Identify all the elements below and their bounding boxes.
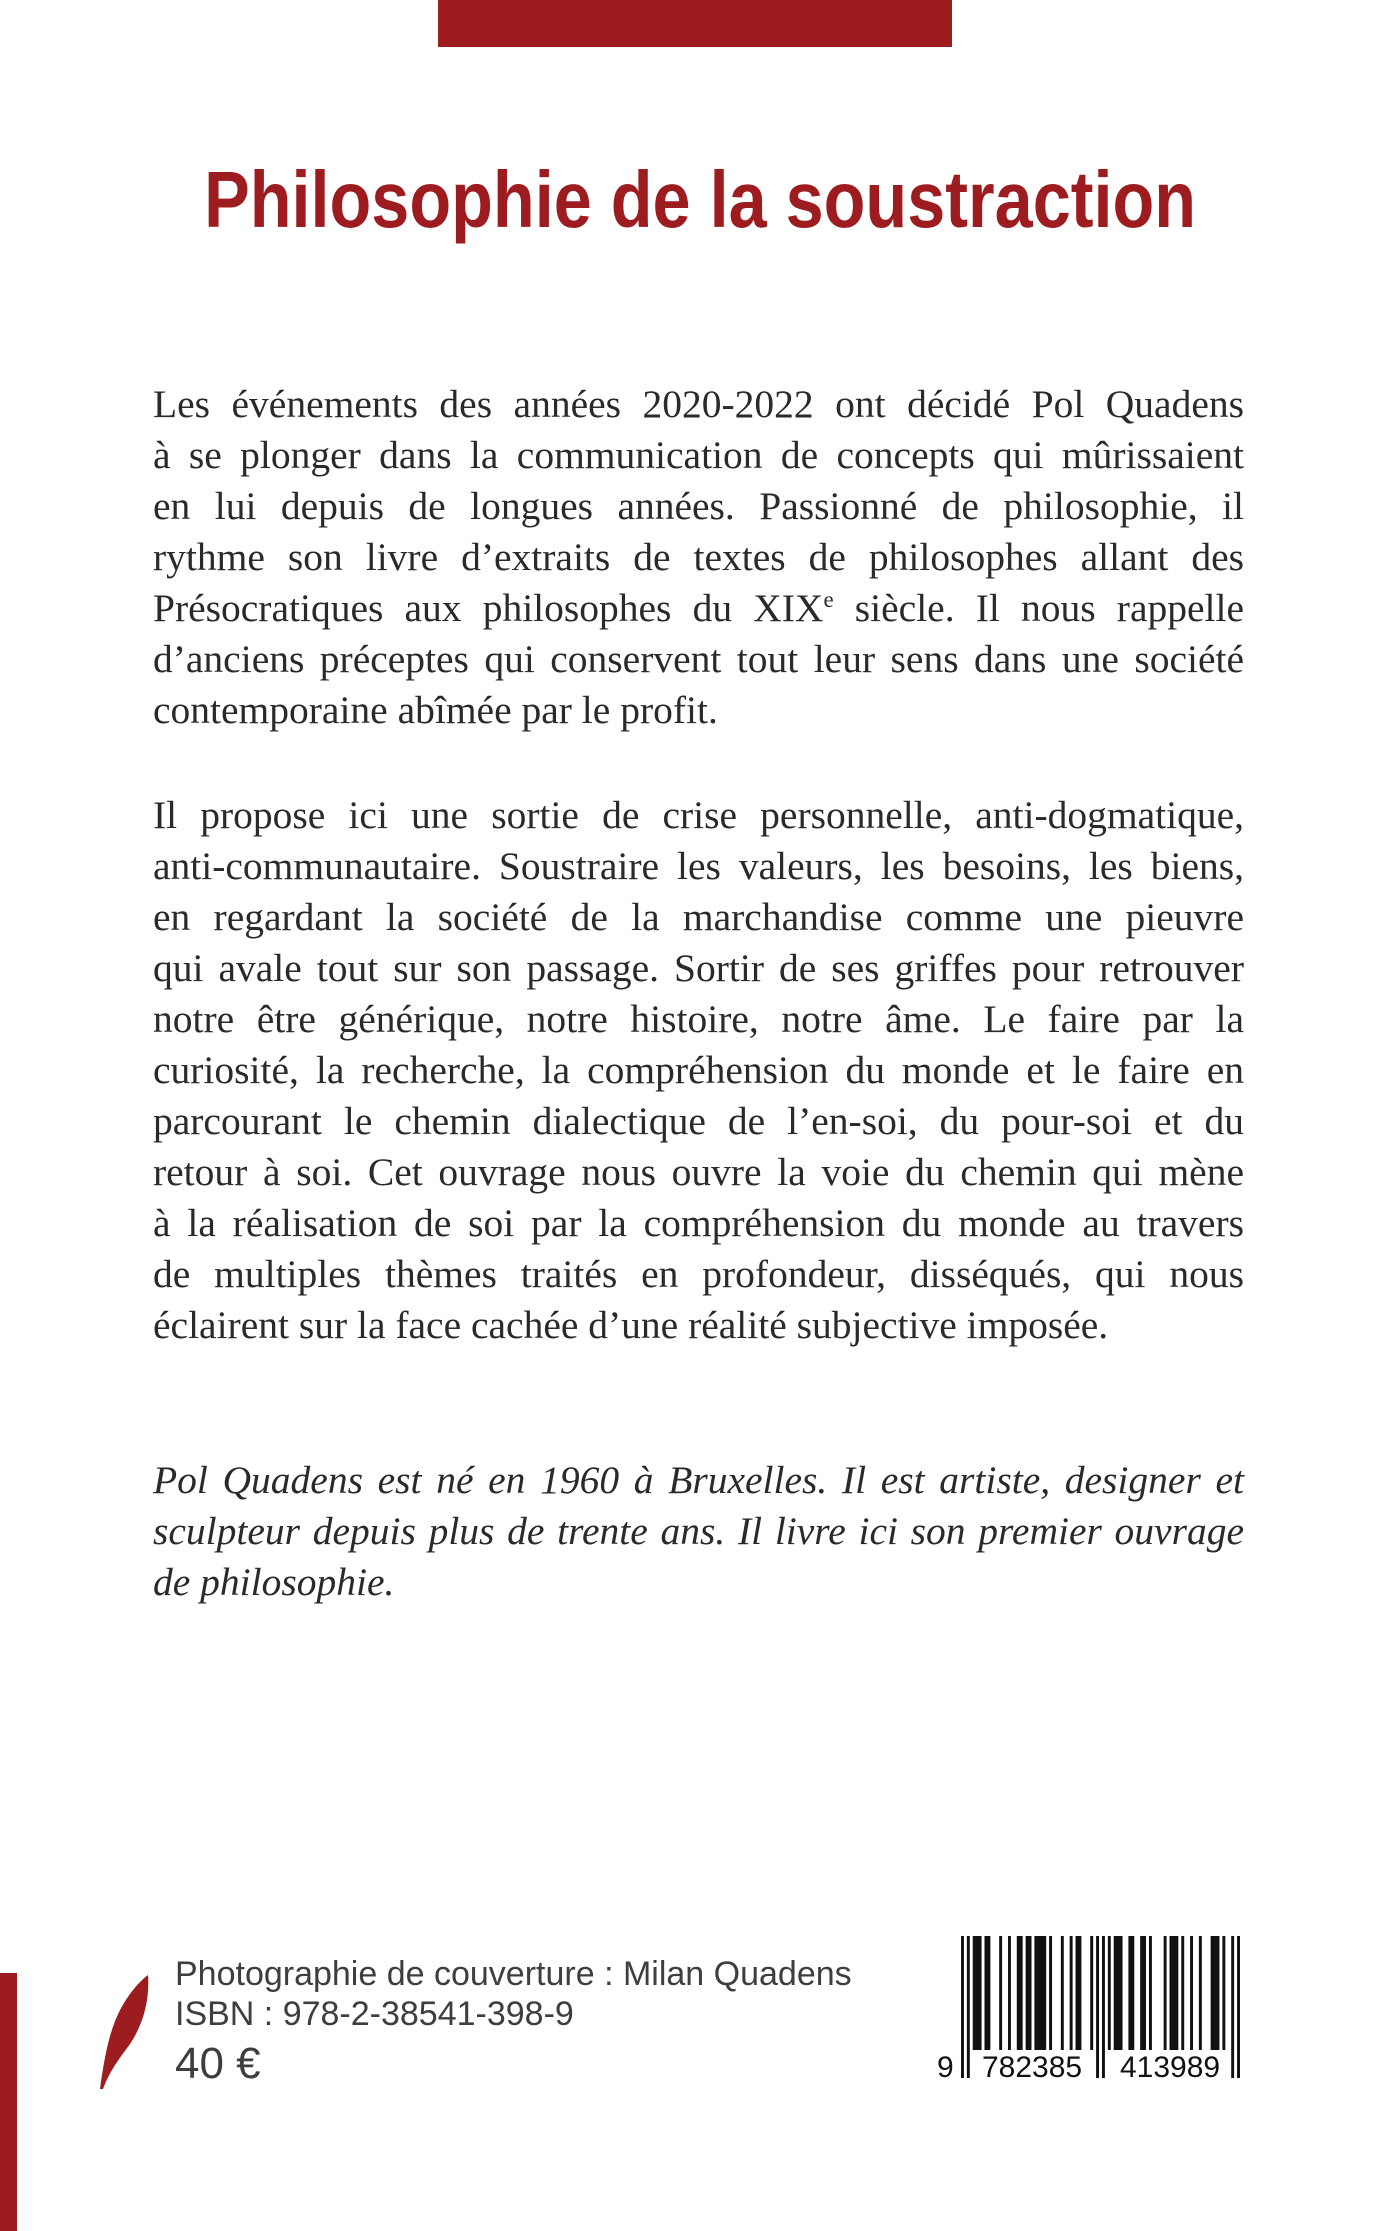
barcode-bar xyxy=(1128,1936,1134,2050)
summary-line-text: siècle. Il nous rappelle xyxy=(833,586,1244,630)
barcode-bar xyxy=(1070,1936,1073,2050)
barcode-left-digits: 782385 xyxy=(982,2051,1083,2084)
author-bio xyxy=(153,1455,1244,1608)
barcode-right-digits: 413989 xyxy=(1120,2051,1221,2084)
author-bio-line: Pol Quadens est né en 1960 à Bruxelles. Il est artiste, designer et xyxy=(153,1458,1244,1502)
barcode-guard-bar xyxy=(1096,1936,1099,2078)
summary-line: à la réalisation de soi par la compréhension du monde au travers xyxy=(153,1201,1244,1245)
barcode-guard-bar xyxy=(961,1936,964,2078)
author-bio-line: de philosophie. xyxy=(153,1560,395,1604)
barcode-guard-bar xyxy=(1231,1936,1234,2078)
summary-line: Il propose ici une sortie de crise personnelle, anti-dogmatique, xyxy=(153,793,1244,837)
isbn: ISBN : 978-2-38541-398-9 xyxy=(175,1995,574,2033)
summary-line xyxy=(153,583,1244,634)
barcode-bar xyxy=(999,1936,1002,2050)
barcode-guard-bar xyxy=(967,1936,970,2078)
summary-line: en lui depuis de longues années. Passionné de philosophie, il xyxy=(153,484,1244,528)
barcode-bar xyxy=(1108,1936,1111,2050)
barcode-bar xyxy=(1170,1936,1179,2050)
summary-paragraph-1 xyxy=(153,379,1244,736)
left-accent-strip xyxy=(0,1973,17,2231)
photo-credit: Photographie de couverture : Milan Quadens xyxy=(175,1955,852,1993)
barcode-bar xyxy=(1026,1936,1032,2050)
summary-line: contemporaine abîmée par le profit. xyxy=(153,688,718,732)
barcode-bar xyxy=(1190,1936,1193,2050)
barcode-bar xyxy=(1008,1936,1011,2050)
top-accent-band xyxy=(438,0,952,47)
summary-line: Les événements des années 2020-2022 ont décidé Pol Quadens xyxy=(153,382,1244,426)
barcode-bar xyxy=(1034,1936,1046,2050)
summary-line: éclairent sur la face cachée d’une réalité subjective imposée. xyxy=(153,1303,1109,1347)
barcode-bar xyxy=(1049,1936,1052,2050)
summary-line: de multiples thèmes traités en profondeur, disséqués, qui nous xyxy=(153,1252,1244,1296)
barcode-first-digit: 9 xyxy=(937,2051,954,2084)
summary-line: à se plonger dans la communication de concepts qui mûrissaient xyxy=(153,433,1244,477)
barcode-bar xyxy=(1181,1936,1184,2050)
century-superscript: e xyxy=(823,586,834,612)
summary-line: en regardant la société de la marchandise comme une pieuvre xyxy=(153,895,1244,939)
summary-line: anti-communautaire. Soustraire les valeurs, les besoins, les biens, xyxy=(153,844,1244,888)
summary-line: curiosité, la recherche, la compréhension du monde et le faire en xyxy=(153,1048,1244,1092)
barcode-bar xyxy=(1076,1936,1082,2050)
summary-paragraph-2 xyxy=(153,790,1244,1351)
summary-line: parcourant le chemin dialectique de l’en-soi, du pour-soi et du xyxy=(153,1099,1244,1143)
price: 40 € xyxy=(175,2039,261,2088)
feather-icon xyxy=(96,1972,154,2092)
barcode-bar xyxy=(1149,1936,1152,2050)
summary-line: rythme son livre d’extraits de textes de philosophes allant des xyxy=(153,535,1244,579)
barcode-bar xyxy=(1114,1936,1123,2050)
barcode-bar xyxy=(1061,1936,1064,2050)
barcode-bar xyxy=(1017,1936,1023,2050)
barcode-bar xyxy=(1140,1936,1146,2050)
barcode-bar xyxy=(1164,1936,1167,2050)
barcode-bar xyxy=(1211,1936,1220,2050)
summary-line: retour à soi. Cet ouvrage nous ouvre la voie du chemin qui mène xyxy=(153,1150,1244,1194)
summary-line: notre être générique, notre histoire, notre âme. Le faire par la xyxy=(153,997,1244,1041)
summary-line: d’anciens préceptes qui conservent tout leur sens dans une société xyxy=(153,637,1244,681)
book-title xyxy=(0,155,1400,244)
summary-line-text: Présocratiques aux philosophes du XIX xyxy=(153,586,824,630)
barcode-bar xyxy=(1090,1936,1093,2050)
barcode-guard-bar xyxy=(1102,1936,1105,2078)
book-title-text: Philosophie de la soustraction xyxy=(204,155,1196,244)
barcode-bar xyxy=(973,1936,982,2050)
barcode xyxy=(930,1936,1245,2086)
barcode-bar xyxy=(1222,1936,1225,2050)
barcode-guard-bar xyxy=(1237,1936,1240,2078)
author-bio-line: sculpteur depuis plus de trente ans. Il livre ici son premier ouvrage xyxy=(153,1509,1244,1553)
summary-line: qui avale tout sur son passage. Sortir de ses griffes pour retrouver xyxy=(153,946,1244,990)
barcode-bar xyxy=(1199,1936,1202,2050)
feather-shape xyxy=(100,1975,148,2089)
barcode-bar xyxy=(984,1936,990,2050)
